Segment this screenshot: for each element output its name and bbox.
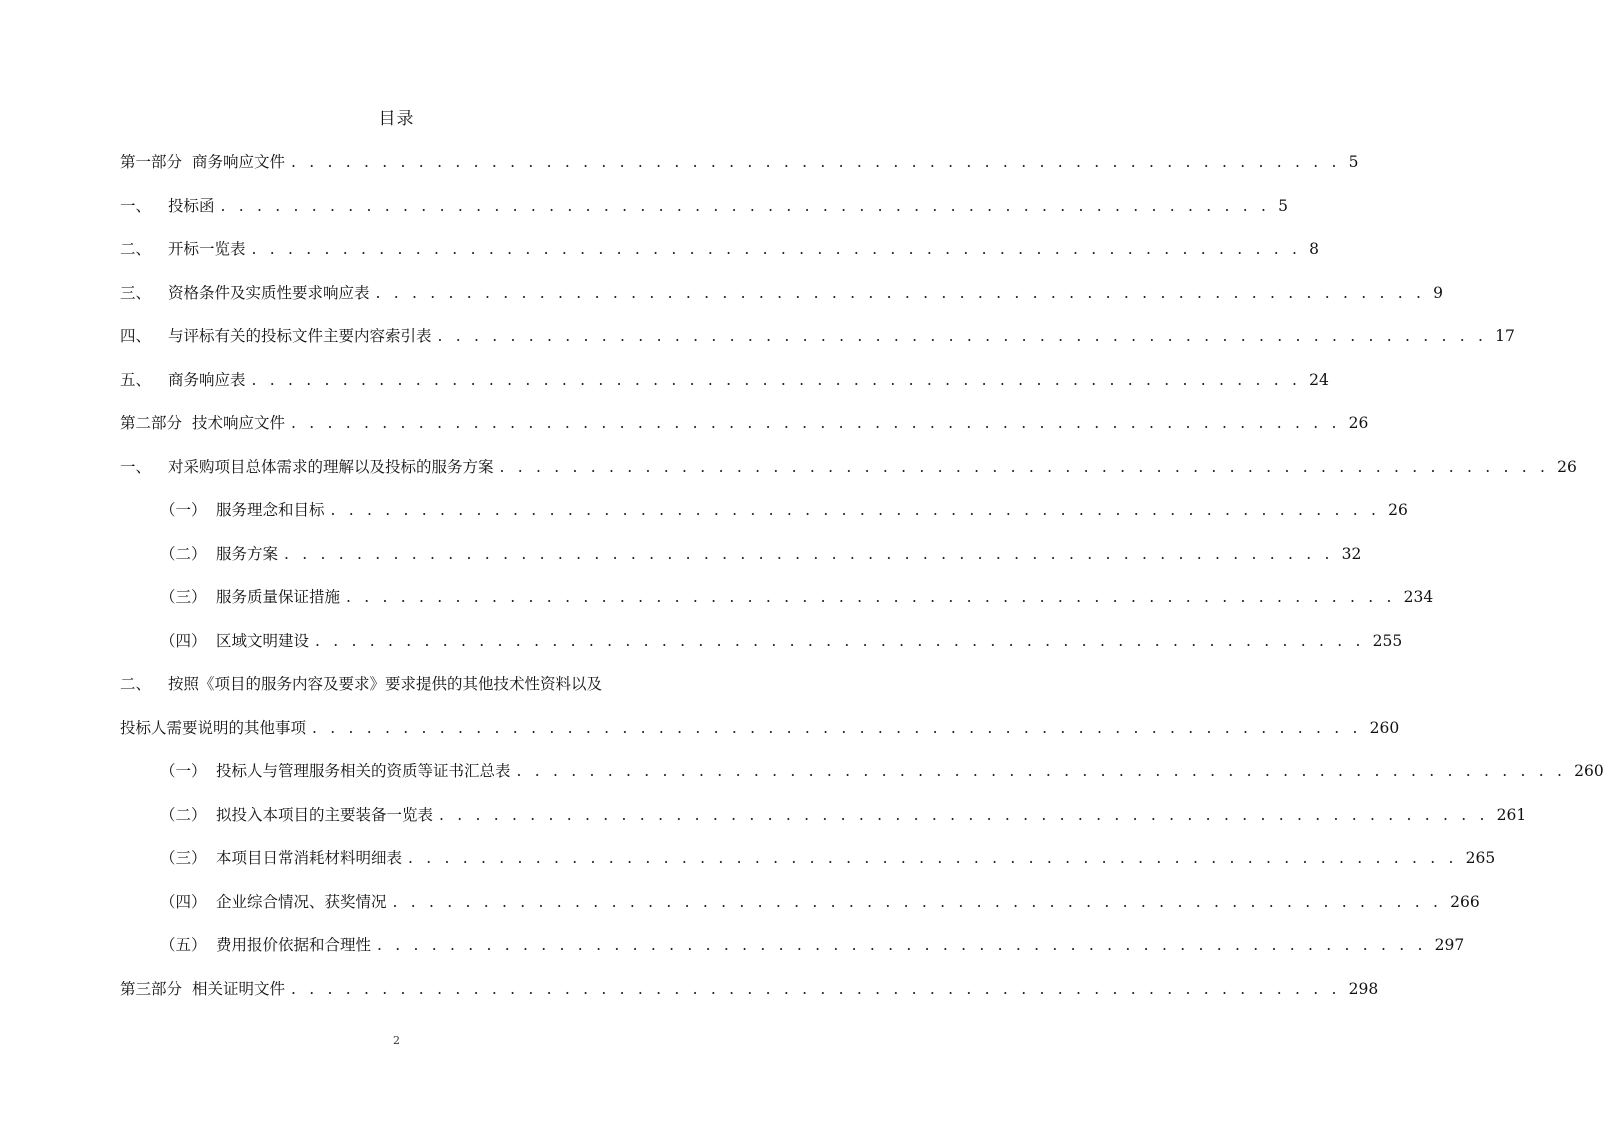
toc-subentry[interactable] xyxy=(160,585,1434,609)
toc-entry-page: 5 xyxy=(1348,153,1359,171)
toc-entry[interactable] xyxy=(120,324,1515,348)
toc-leader-dots: . . . . . . . . . . . . . . . . . . . . . . . . . . . . . . . . . . . . . . . . . . . . . . . . . . . . . . . . . . xyxy=(439,806,1489,824)
toc-leader-dots: . . . . . . . . . . . . . . . . . . . . . . . . . . . . . . . . . . . . . . . . . . . . . . . . . . . . . . . . . . xyxy=(251,371,1302,389)
toc-entry-number: （二） xyxy=(160,545,207,563)
toc-leader-dots: . . . . . . . . . . . . . . . . . . . . . . . . . . . . . . . . . . . . . . . . . . . . . . . . . . . . . . . . . . xyxy=(346,588,1396,606)
toc-entry-text: 投标人需要说明的其他事项 xyxy=(120,719,307,737)
toc-entry-page: 260 xyxy=(1369,719,1400,737)
toc-entry-number: （四） xyxy=(160,893,207,911)
toc-leader-dots: . . . . . . . . . . . . . . . . . . . . . . . . . . . . . . . . . . . . . . . . . . . . . . . . . . . . . . . . . . xyxy=(499,458,1550,476)
toc-entry-page: 5 xyxy=(1278,197,1288,215)
toc-entry-number: （四） xyxy=(160,632,207,650)
toc-entry-text: 区域文明建设 xyxy=(216,632,310,650)
toc-subentry[interactable] xyxy=(160,542,1362,566)
toc-entry-page: 255 xyxy=(1372,632,1403,650)
toc-leader-dots: . . . . . . . . . . . . . . . . . . . . . . . . . . . . . . . . . . . . . . . . . . . . . . . . . . . . . . . . . . xyxy=(330,501,1381,519)
toc-entry-number: 二、 xyxy=(120,675,152,693)
toc-entry-text: 开标一览表 xyxy=(168,240,246,258)
toc-leader-dots: . . . . . . . . . . . . . . . . . . . . . . . . . . . . . . . . . . . . . . . . . . . . . . . . . . . . . . . . . . xyxy=(291,153,1341,171)
toc-leader-dots: . . . . . . . . . . . . . . . . . . . . . . . . . . . . . . . . . . . . . . . . . . . . . . . . . . . . . . . . . . xyxy=(437,327,1488,345)
toc-entry[interactable] xyxy=(120,237,1319,261)
toc-leader-dots: . . . . . . . . . . . . . . . . . . . . . . . . . . . . . . . . . . . . . . . . . . . . . . . . . . . . . . . . . . xyxy=(377,936,1427,954)
toc-entry-number: 一、 xyxy=(120,197,152,215)
toc-entry-text: 服务理念和目标 xyxy=(216,501,325,519)
toc-entry-page: 234 xyxy=(1403,588,1434,606)
toc-entry-text: 投标函 xyxy=(168,197,215,215)
toc-leader-dots: . . . . . . . . . . . . . . . . . . . . . . . . . . . . . . . . . . . . . . . . . . . . . . . . . . . . . . . . . . xyxy=(392,893,1443,911)
toc-leader-dots: . . . . . . . . . . . . . . . . . . . . . . . . . . . . . . . . . . . . . . . . . . . . . . . . . . . . . . . . . . xyxy=(516,762,1567,780)
toc-entry-page: 261 xyxy=(1496,806,1527,824)
toc-entry-text: 服务方案 xyxy=(216,545,279,563)
toc-entry-number: 第二部分 xyxy=(120,414,183,432)
toc-leader-dots: . . . . . . . . . . . . . . . . . . . . . . . . . . . . . . . . . . . . . . . . . . . . . . . . . . . . . . . . . . xyxy=(284,545,1334,563)
toc-entry-page: 265 xyxy=(1465,849,1496,867)
toc-subentry[interactable] xyxy=(160,846,1496,870)
toc-entry-text: 拟投入本项目的主要装备一览表 xyxy=(216,806,434,824)
toc-entry-number: （三） xyxy=(160,849,207,867)
toc-entry-page: 8 xyxy=(1309,240,1319,258)
toc-entry[interactable] xyxy=(120,281,1443,305)
toc-entry-text: 技术响应文件 xyxy=(192,414,286,432)
toc-leader-dots: . . . . . . . . . . . . . . . . . . . . . . . . . . . . . . . . . . . . . . . . . . . . . . . . . . . . . . . . . . xyxy=(291,414,1341,432)
toc-entry-page: 260 xyxy=(1574,762,1604,780)
toc-leader-dots: . . . . . . . . . . . . . . . . . . . . . . . . . . . . . . . . . . . . . . . . . . . . . . . . . . . . . . . . . . xyxy=(315,632,1365,650)
toc-entry-continuation[interactable] xyxy=(120,716,1400,740)
toc-subentry[interactable] xyxy=(160,803,1527,827)
toc-entry-page: 9 xyxy=(1433,284,1443,302)
toc-subentry[interactable] xyxy=(160,629,1403,653)
toc-entry-text: 与评标有关的投标文件主要内容索引表 xyxy=(168,327,432,345)
toc-leader-dots: . . . . . . . . . . . . . . . . . . . . . . . . . . . . . . . . . . . . . . . . . . . . . . . . . . . . . . . . . . xyxy=(291,980,1341,998)
toc-subentry[interactable] xyxy=(160,933,1465,957)
toc-entry-text: 本项目日常消耗材料明细表 xyxy=(216,849,403,867)
toc-entry-number: 第一部分 xyxy=(120,153,183,171)
toc-entry-number: 二、 xyxy=(120,240,152,258)
toc-entry[interactable] xyxy=(120,368,1329,392)
toc-title: 目录 xyxy=(378,109,415,129)
toc-subentry[interactable] xyxy=(160,759,1604,783)
toc-entry-page: 24 xyxy=(1309,371,1329,389)
toc-entry-number: 五、 xyxy=(120,371,152,389)
toc-entry-page: 266 xyxy=(1450,893,1480,911)
toc-leader-dots: . . . . . . . . . . . . . . . . . . . . . . . . . . . . . . . . . . . . . . . . . . . . . . . . . . . . . . . . . . xyxy=(220,197,1271,215)
toc-entry-number: 一、 xyxy=(120,458,152,476)
toc-entry-number: （三） xyxy=(160,588,207,606)
toc-entry-text: 资格条件及实质性要求响应表 xyxy=(168,284,370,302)
toc-entry-number: （五） xyxy=(160,936,207,954)
toc-entry-number: 四、 xyxy=(120,327,152,345)
toc-entry-page: 17 xyxy=(1495,327,1515,345)
toc-entry-page: 32 xyxy=(1341,545,1362,563)
toc-entry-number: （二） xyxy=(160,806,207,824)
toc-entry-text: 商务响应表 xyxy=(168,371,246,389)
toc-entry[interactable] xyxy=(120,455,1577,479)
toc-entry-page: 26 xyxy=(1348,414,1369,432)
toc-entry-part-3[interactable] xyxy=(120,977,1379,1001)
toc-entry-text: 对采购项目总体需求的理解以及投标的服务方案 xyxy=(168,458,494,476)
toc-entry-page: 26 xyxy=(1557,458,1577,476)
toc-subentry[interactable] xyxy=(160,498,1408,522)
toc-entry-page: 26 xyxy=(1388,501,1408,519)
page-number: 2 xyxy=(393,1034,400,1047)
toc-entry-number: （一） xyxy=(160,762,207,780)
toc-entry-text: 按照《项目的服务内容及要求》要求提供的其他技术性资料以及 xyxy=(168,675,603,693)
toc-leader-dots: . . . . . . . . . . . . . . . . . . . . . . . . . . . . . . . . . . . . . . . . . . . . . . . . . . . . . . . . . . xyxy=(375,284,1426,302)
toc-entry-number: 第三部分 xyxy=(120,980,183,998)
toc-entry-number: （一） xyxy=(160,501,207,519)
toc-entry-part-2[interactable] xyxy=(120,411,1369,435)
toc-entry[interactable] xyxy=(120,194,1288,218)
toc-entry-number: 三、 xyxy=(120,284,152,302)
toc-leader-dots: . . . . . . . . . . . . . . . . . . . . . . . . . . . . . . . . . . . . . . . . . . . . . . . . . . . . . . . . . . xyxy=(408,849,1458,867)
toc-entry-part-1[interactable] xyxy=(120,150,1359,174)
toc-subentry[interactable] xyxy=(160,890,1480,914)
toc-entry-text: 服务质量保证措施 xyxy=(216,588,341,606)
toc-entry-text: 投标人与管理服务相关的资质等证书汇总表 xyxy=(216,762,511,780)
toc-entry-text: 商务响应文件 xyxy=(192,153,286,171)
toc-leader-dots: . . . . . . . . . . . . . . . . . . . . . . . . . . . . . . . . . . . . . . . . . . . . . . . . . . . . . . . . . . xyxy=(312,719,1362,737)
toc-entry-text: 企业综合情况、获奖情况 xyxy=(216,893,387,911)
toc-entry-text: 费用报价依据和合理性 xyxy=(216,936,372,954)
toc-entry-page: 297 xyxy=(1434,936,1465,954)
toc-entry-page: 298 xyxy=(1348,980,1379,998)
toc-leader-dots: . . . . . . . . . . . . . . . . . . . . . . . . . . . . . . . . . . . . . . . . . . . . . . . . . . . . . . . . . . xyxy=(251,240,1302,258)
toc-entry-text: 相关证明文件 xyxy=(192,980,286,998)
toc-entry-heading-line[interactable] xyxy=(120,672,680,696)
